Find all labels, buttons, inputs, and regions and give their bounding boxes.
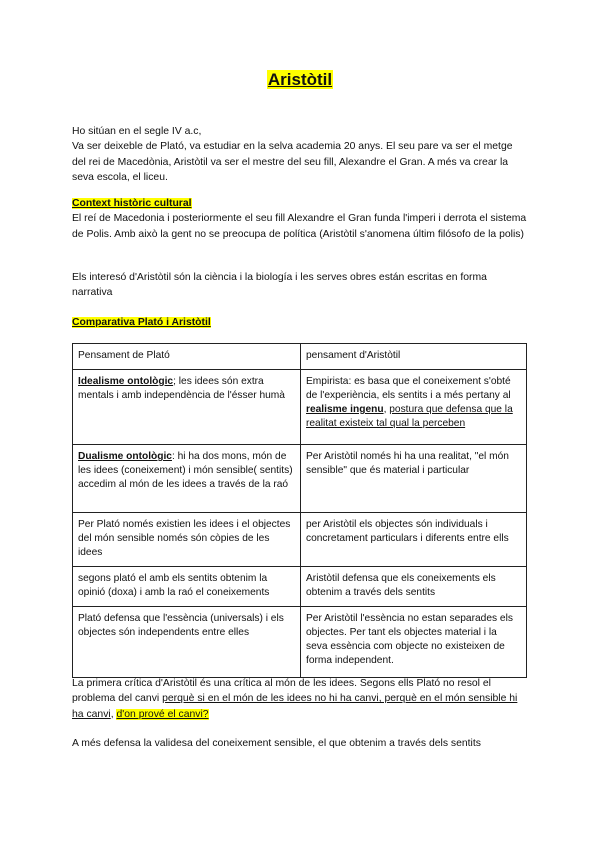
closing-paragraph: A més defensa la validesa del coneixement sensible, el que obtenim a través dels sentits	[72, 738, 481, 749]
table-row	[73, 445, 527, 513]
term-dualisme: Dualisme ontològic	[78, 451, 172, 462]
context-heading: Context històric cultural	[72, 198, 192, 209]
table-cell-aristotil: Empirista: es basa que el coneixement s'obté de l'experiència, els sentits i a més pertany al realisme ingenu, postura que defensa que la realitat existeix tal qual la perceben	[301, 370, 527, 445]
table-cell-plato: Per Plató només existien les idees i el objectes del món sensible només són còpies de les idees	[73, 513, 301, 567]
table-cell-aristotil: Per Aristòtil només hi ha una realitat, "el món sensible" que és material i particular	[301, 445, 527, 513]
comparison-heading: Comparativa Plató i Aristòtil	[72, 317, 211, 328]
term-idealisme: Idealisme ontològic	[78, 376, 174, 387]
table-row	[73, 513, 527, 567]
table-header-aristotil: pensament d'Aristòtil	[301, 344, 527, 370]
table-cell-plato: Plató defensa que l'essència (universals) i els objectes són independents entre elles	[73, 607, 301, 678]
term-realisme-ingenu: realisme ingenu	[306, 404, 384, 415]
table-header-row	[73, 344, 527, 370]
comparison-table	[72, 343, 527, 678]
table-row	[73, 607, 527, 678]
context-section	[72, 196, 528, 242]
interests-paragraph: Els interesó d'Aristòtil són la ciència i la biología i les serves obres están escritas en forma narrativa	[72, 272, 487, 299]
table-cell-aristotil: Aristòtil defensa que els coneixements els obtenim a través dels sentits	[301, 567, 527, 607]
page-title: Aristòtil	[267, 70, 333, 89]
table-row	[73, 567, 527, 607]
table-cell-aristotil: per Aristòtil els objectes són individuals i concretament particulars i diferents entre ells	[301, 513, 527, 567]
context-text: El reí de Macedonia i posteriormente el seu fill Alexandre el Gran funda l'imperi i derrota el sistema de Polis. Amb això la gent no se preocupa de política (Aristòtil s'anomena últim filósofo de la polis)	[72, 213, 527, 240]
critique-paragraph: La primera crítica d'Aristòtil és una crítica al món de les idees. Segons ells Plató no resol el problema del canvi perquè si en el món de les idees no hi ha canvi, perquè en el món sensible hi ha canvi, d'on prové el canvi?	[72, 678, 518, 720]
highlighted-question: d'on prové el canvi?	[116, 708, 209, 720]
table-cell-plato: segons plató el amb els sentits obtenim la opinió (doxa) i amb la raó el coneixements	[73, 567, 301, 607]
table-cell-aristotil: Per Aristòtil l'essència no estan separades els objectes. Per tant els objectes material i la seva essència com objecte no existeixen de forma independent.	[301, 607, 527, 678]
table-cell-plato: Dualisme ontològic: hi ha dos mons, món de les idees (coneixement) i món sensible( sentits) accedim al món de les idees a través de la raó	[73, 445, 301, 513]
intro-paragraph	[72, 124, 528, 186]
table-row	[73, 370, 527, 445]
table-cell-plato: Idealisme ontològic; les idees són extra mentals i amb independència de l'ésser humà	[73, 370, 301, 445]
table-header-plato: Pensament de Plató	[73, 344, 301, 370]
intro-line-2: Va ser deixeble de Plató, va estudiar en la selva academia 20 anys. El seu pare va ser el metge del rei de Macedònia, Aristòtil va ser el mestre del seu fill, Alexandre el Gran. A més va crear la seva escola, el liceu.	[72, 141, 513, 184]
intro-line-1: Ho sitúan en el segle IV a.c,	[72, 126, 202, 137]
